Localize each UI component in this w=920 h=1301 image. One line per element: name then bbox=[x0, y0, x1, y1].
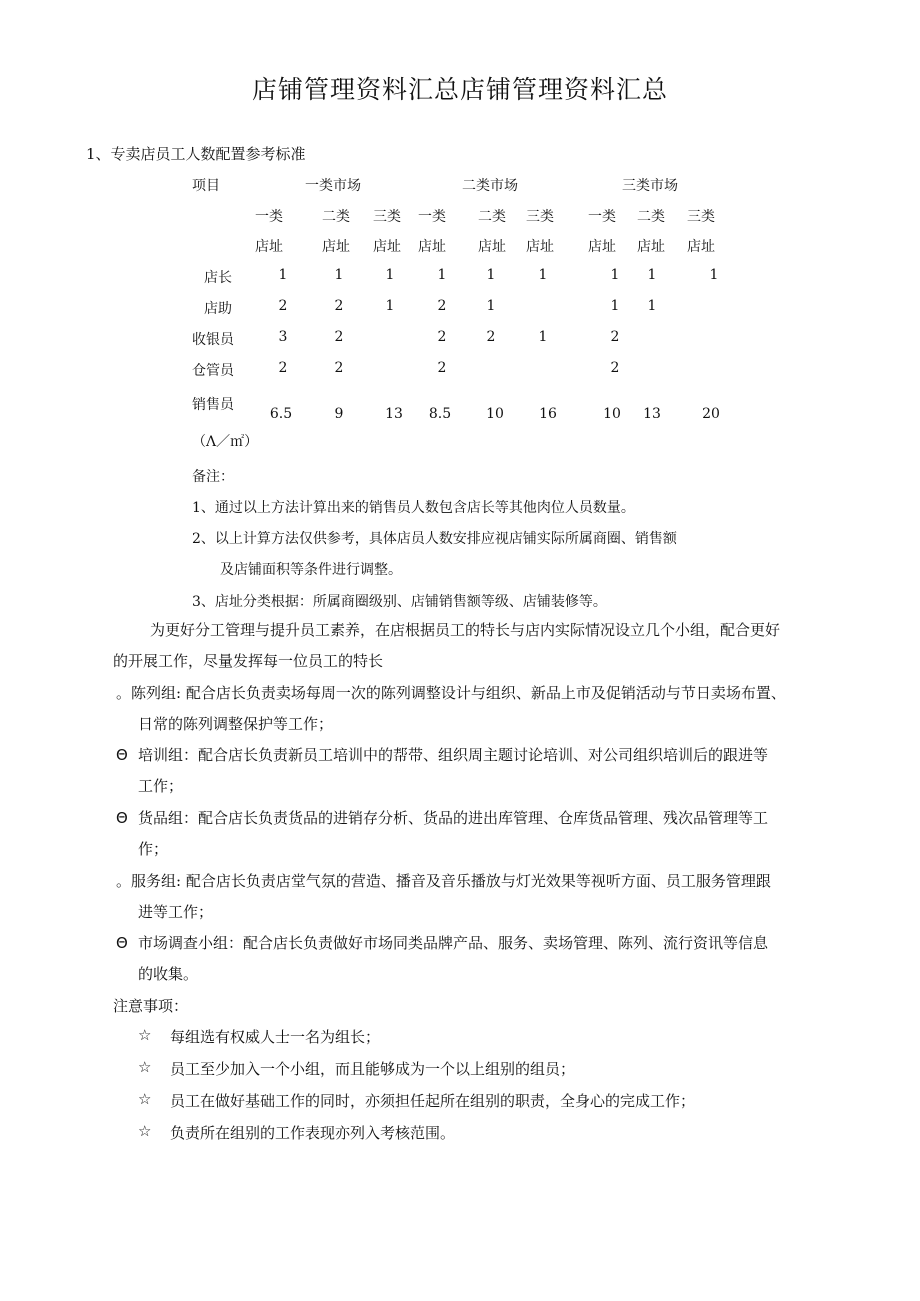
sub-header: 三类 bbox=[687, 209, 715, 225]
sub-header: 店址 bbox=[255, 239, 283, 255]
table-cell: 1 bbox=[385, 298, 395, 314]
sub-header: 三类 bbox=[373, 209, 401, 225]
star-icon: ☆ bbox=[138, 1090, 152, 1108]
remarks-label: 备注： bbox=[192, 469, 234, 485]
table-cell: 20 bbox=[702, 406, 720, 422]
table-cell: 1 bbox=[334, 267, 344, 283]
table-cell: 2 bbox=[334, 329, 344, 345]
sub-header: 一类 bbox=[418, 209, 446, 225]
remark-item: 及店铺面积等条件进行调整。 bbox=[220, 562, 402, 578]
row-label: 仓管员 bbox=[192, 363, 234, 379]
star-icon: ☆ bbox=[138, 1122, 152, 1140]
market-header-2: 二类市场 bbox=[462, 178, 518, 194]
group-marker: Θ bbox=[116, 934, 128, 952]
sub-header: 三类 bbox=[526, 209, 554, 225]
group-line: 作； bbox=[138, 840, 169, 858]
sub-header: 二类 bbox=[322, 209, 350, 225]
note-item: 每组选有权威人士一名为组长； bbox=[170, 1028, 381, 1046]
table-cell: 9 bbox=[334, 406, 344, 422]
table-cell: 16 bbox=[539, 406, 557, 422]
table-cell: 1 bbox=[647, 267, 657, 283]
table-cell: 10 bbox=[603, 406, 621, 422]
table-cell: 2 bbox=[437, 329, 447, 345]
page-title: 店铺管理资料汇总店铺管理资料汇总 bbox=[251, 75, 668, 104]
table-cell: 1 bbox=[610, 298, 620, 314]
group-marker: 。 bbox=[116, 872, 132, 890]
note-item: 员工至少加入一个小组，而且能够成为一个以上组别的组员； bbox=[170, 1060, 576, 1078]
remark-item: 2、以上计算方法仅供参考，具体店员人数安排应视店铺实际所属商圈、销售额 bbox=[192, 531, 677, 547]
intro-line: 的开展工作，尽量发挥每一位员工的特长 bbox=[113, 652, 384, 670]
remark-item: 3、店址分类根据：所属商圈级别、店铺销售额等级、店铺装修等。 bbox=[192, 594, 607, 610]
group-line: 工作； bbox=[138, 777, 184, 795]
row-label: 收银员 bbox=[192, 332, 234, 348]
table-cell: 8.5 bbox=[428, 406, 452, 422]
sub-header: 二类 bbox=[478, 209, 506, 225]
table-cell: 3 bbox=[278, 329, 288, 345]
table-cell: 1 bbox=[709, 267, 719, 283]
row-label: 销售员 bbox=[192, 397, 234, 413]
group-marker: Θ bbox=[116, 746, 128, 764]
row-label: 店助 bbox=[204, 301, 232, 317]
sub-header: 店址 bbox=[322, 239, 350, 255]
notes-heading: 注意事项： bbox=[113, 997, 189, 1015]
table-cell: 1 bbox=[486, 267, 496, 283]
group-marker: 。 bbox=[116, 684, 132, 702]
table-cell: 1 bbox=[437, 267, 447, 283]
table-cell: 1 bbox=[610, 267, 620, 283]
group-marker: Θ bbox=[116, 809, 128, 827]
col-item-header: 项目 bbox=[192, 178, 220, 194]
group-line: 市场调查小组：配合店长负责做好市场同类品牌产品、服务、卖场管理、陈列、流行资讯等信息 bbox=[138, 934, 769, 952]
table-cell: 1 bbox=[486, 298, 496, 314]
sub-header: 二类 bbox=[637, 209, 665, 225]
group-line: 培训组：配合店长负责新员工培训中的帮带、组织周主题讨论培训、对公司组织培训后的跟进等 bbox=[138, 746, 769, 764]
group-line: 陈列组: 配合店长负责卖场每周一次的陈列调整设计与组织、新品上市及促销活动与节日卖场布置、 bbox=[131, 684, 786, 702]
table-cell: 1 bbox=[385, 267, 395, 283]
sub-header: 一类 bbox=[588, 209, 616, 225]
market-header-3: 三类市场 bbox=[622, 178, 678, 194]
table-cell: 1 bbox=[647, 298, 657, 314]
table-cell: 13 bbox=[385, 406, 403, 422]
star-icon: ☆ bbox=[138, 1026, 152, 1044]
table-cell: 2 bbox=[610, 329, 620, 345]
section-heading: 1、专卖店员工人数配置参考标准 bbox=[86, 145, 306, 163]
note-item: 负责所在组别的工作表现亦列入考核范围。 bbox=[170, 1124, 456, 1142]
sub-header: 店址 bbox=[687, 239, 715, 255]
sub-header: 店址 bbox=[478, 239, 506, 255]
table-cell: 2 bbox=[610, 360, 620, 376]
table-cell: 2 bbox=[334, 360, 344, 376]
sub-header: 店址 bbox=[526, 239, 554, 255]
table-cell: 2 bbox=[334, 298, 344, 314]
row-label: 店长 bbox=[204, 270, 232, 286]
table-cell: 2 bbox=[437, 298, 447, 314]
group-line: 服务组: 配合店长负责店堂气氛的营造、播音及音乐播放与灯光效果等视听方面、员工服务管理跟 bbox=[131, 872, 771, 890]
table-cell: 10 bbox=[486, 406, 504, 422]
intro-line: 为更好分工管理与提升员工素养，在店根据员工的特长与店内实际情况设立几个小组，配合更好 bbox=[150, 621, 781, 639]
star-icon: ☆ bbox=[138, 1058, 152, 1076]
group-line: 货品组：配合店长负责货品的进销存分析、货品的进出库管理、仓库货品管理、残次品管理等工 bbox=[138, 809, 769, 827]
row-label-unit: （Λ／㎡） bbox=[192, 434, 259, 450]
note-item: 员工在做好基础工作的同时，亦须担任起所在组别的职责，全身心的完成工作； bbox=[170, 1092, 696, 1110]
table-cell: 2 bbox=[437, 360, 447, 376]
remark-item: 1、通过以上方法计算出来的销售员人数包含店长等其他肉位人员数量。 bbox=[192, 500, 635, 516]
group-line: 进等工作； bbox=[138, 903, 214, 921]
group-line: 日常的陈列调整保护等工作； bbox=[138, 715, 334, 733]
group-line: 的收集。 bbox=[138, 965, 199, 983]
table-cell: 13 bbox=[643, 406, 661, 422]
sub-header: 店址 bbox=[588, 239, 616, 255]
table-cell: 2 bbox=[486, 329, 496, 345]
sub-header: 店址 bbox=[637, 239, 665, 255]
table-cell: 1 bbox=[538, 329, 548, 345]
sub-header: 一类 bbox=[255, 209, 283, 225]
table-cell: 1 bbox=[538, 267, 548, 283]
table-cell: 1 bbox=[278, 267, 288, 283]
table-cell: 2 bbox=[278, 360, 288, 376]
market-header-1: 一类市场 bbox=[305, 178, 361, 194]
sub-header: 店址 bbox=[373, 239, 401, 255]
table-cell: 2 bbox=[278, 298, 288, 314]
table-cell: 6.5 bbox=[269, 406, 293, 422]
sub-header: 店址 bbox=[418, 239, 446, 255]
